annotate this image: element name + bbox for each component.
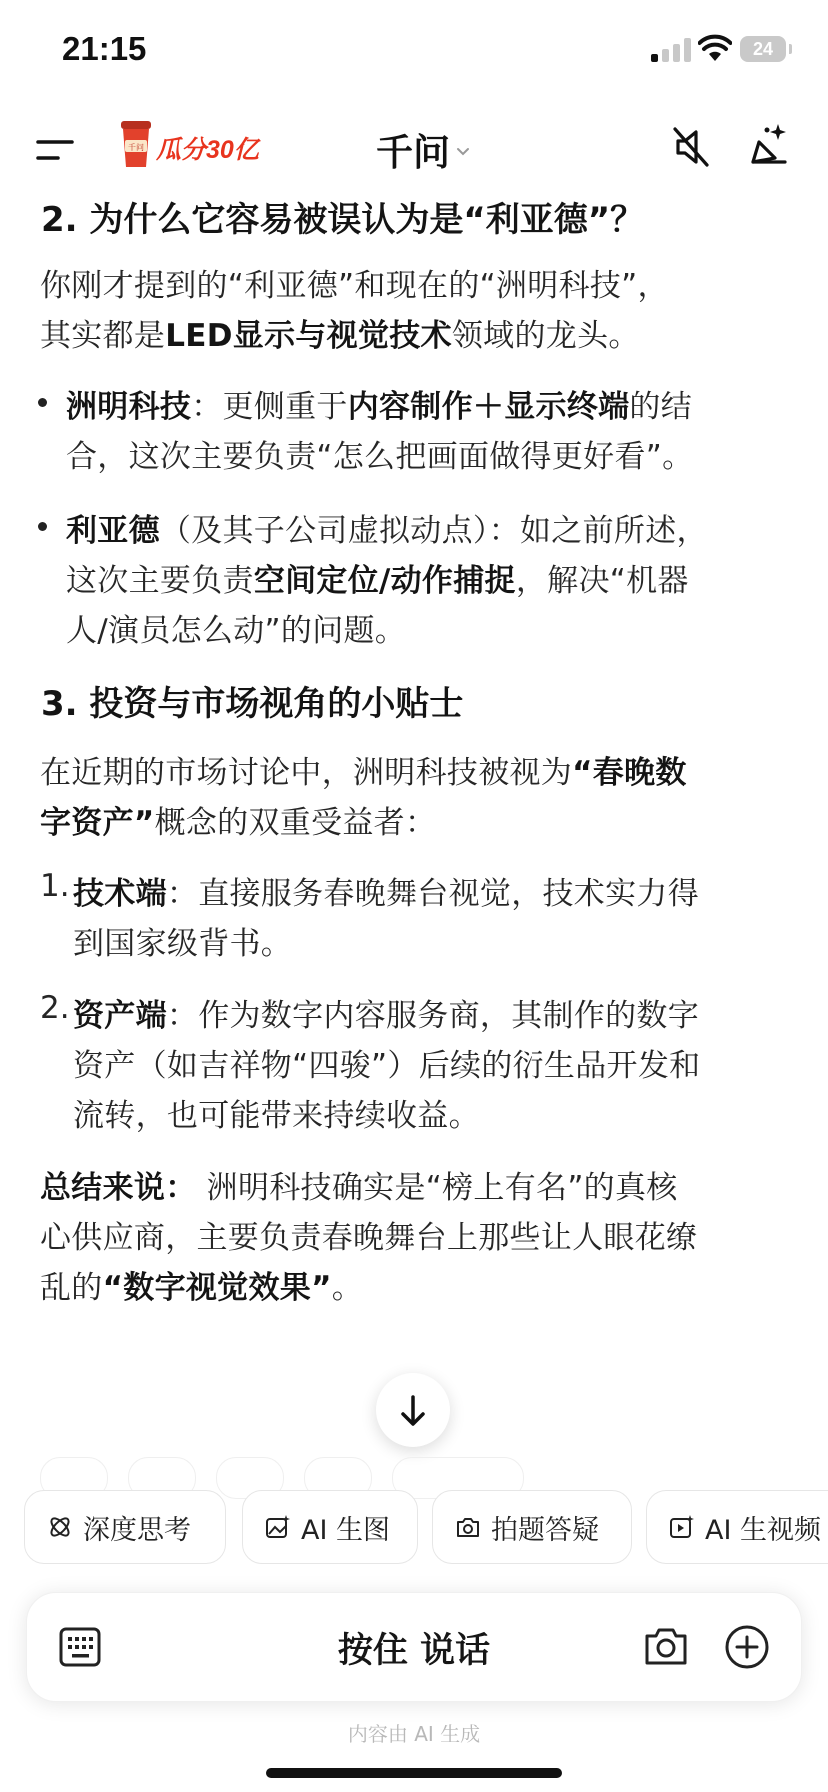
deep-think-chip[interactable] xyxy=(24,1490,226,1564)
paragraph-line: 字资产”概念的双重受益者： xyxy=(40,805,437,841)
summary-line: 总结来说： 洲明科技确实是“榜上有名”的真核 xyxy=(40,1170,678,1206)
paragraph-line: 在近期的市场讨论中，洲明科技被视为“春晚数 xyxy=(40,755,687,791)
feature-chips xyxy=(24,1490,828,1566)
cup-label: 千问 xyxy=(128,143,144,152)
list-line: 资产端：作为数字内容服务商，其制作的数字 xyxy=(73,998,700,1034)
paragraph-line: 你刚才提到的“利亚德”和现在的“洲明科技”， xyxy=(40,268,669,304)
status-bar xyxy=(0,0,828,100)
app-header xyxy=(0,100,828,200)
faded-suggestions xyxy=(40,1457,540,1481)
ai-image-chip[interactable] xyxy=(242,1490,418,1564)
mute-icon[interactable] xyxy=(670,124,712,170)
menu-icon[interactable] xyxy=(34,130,76,170)
bullet-dot xyxy=(38,398,47,407)
scroll-to-bottom-button[interactable] xyxy=(376,1373,450,1447)
home-indicator[interactable] xyxy=(266,1768,562,1778)
list-line: 资产（如吉祥物“四骏”）后续的衍生品开发和 xyxy=(73,1048,701,1084)
chip-label: AI 生视频 xyxy=(705,1514,822,1546)
video-spark-icon xyxy=(669,1514,695,1540)
paragraph-line: 其实都是LED显示与视觉技术领域的龙头。 xyxy=(40,318,640,354)
hold-to-talk-button[interactable]: 按住 说话 xyxy=(337,1631,491,1671)
cup-icon[interactable] xyxy=(118,118,154,170)
camera-icon[interactable] xyxy=(644,1625,688,1667)
list-line: 流转，也可能带来持续收益。 xyxy=(73,1098,480,1134)
chip-label: 拍题答疑 xyxy=(491,1514,599,1546)
new-chat-icon[interactable] xyxy=(745,120,791,168)
app-title: 千问 xyxy=(376,131,450,174)
promo-label[interactable]: 瓜分30亿 xyxy=(156,136,259,164)
arrow-down-icon xyxy=(376,1373,450,1447)
photo-question-chip[interactable] xyxy=(432,1490,632,1564)
ai-disclaimer: 内容由 AI 生成 xyxy=(347,1722,481,1746)
list-number: 1. xyxy=(40,868,70,904)
atom-icon xyxy=(47,1514,73,1540)
list-line: 到国家级背书。 xyxy=(73,926,293,962)
chip-label: 深度思考 xyxy=(83,1514,191,1546)
bullet-line: 人/演员怎么动”的问题。 xyxy=(66,613,407,649)
voice-input-bar xyxy=(26,1592,802,1702)
bullet-line: 这次主要负责空间定位/动作捕捉，解决“机器 xyxy=(66,563,689,599)
model-selector[interactable] xyxy=(376,122,470,176)
bullet-line: 合，这次主要负责“怎么把画面做得更好看”。 xyxy=(66,439,694,475)
image-spark-icon xyxy=(265,1514,291,1540)
battery-icon: 24 xyxy=(740,36,786,62)
ai-video-chip[interactable] xyxy=(646,1490,828,1564)
chip-label: AI 生图 xyxy=(301,1514,391,1546)
status-time: 21:15 xyxy=(62,30,147,67)
list-number: 2. xyxy=(40,990,70,1026)
section-heading-3: 3. 投资与市场视角的小贴士 xyxy=(41,684,464,724)
wifi-icon xyxy=(698,34,732,62)
summary-line: 心供应商，主要负责春晚舞台上那些让人眼花缭 xyxy=(40,1220,698,1256)
chevron-down-icon xyxy=(456,147,470,157)
section-heading-2: 2. 为什么它容易被误认为是“利亚德”？ xyxy=(41,200,645,240)
bullet-line: 洲明科技：更侧重于内容制作＋显示终端的结 xyxy=(66,389,693,425)
summary-line: 乱的“数字视觉效果”。 xyxy=(40,1270,364,1306)
bullet-line: 利亚德（及其子公司虚拟动点）：如之前所述， xyxy=(66,513,708,549)
list-line: 技术端：直接服务春晚舞台视觉，技术实力得 xyxy=(73,876,700,912)
plus-circle-icon[interactable] xyxy=(724,1624,770,1670)
bullet-dot xyxy=(38,522,47,531)
camera-icon xyxy=(455,1514,481,1540)
signal-icon xyxy=(651,38,693,62)
